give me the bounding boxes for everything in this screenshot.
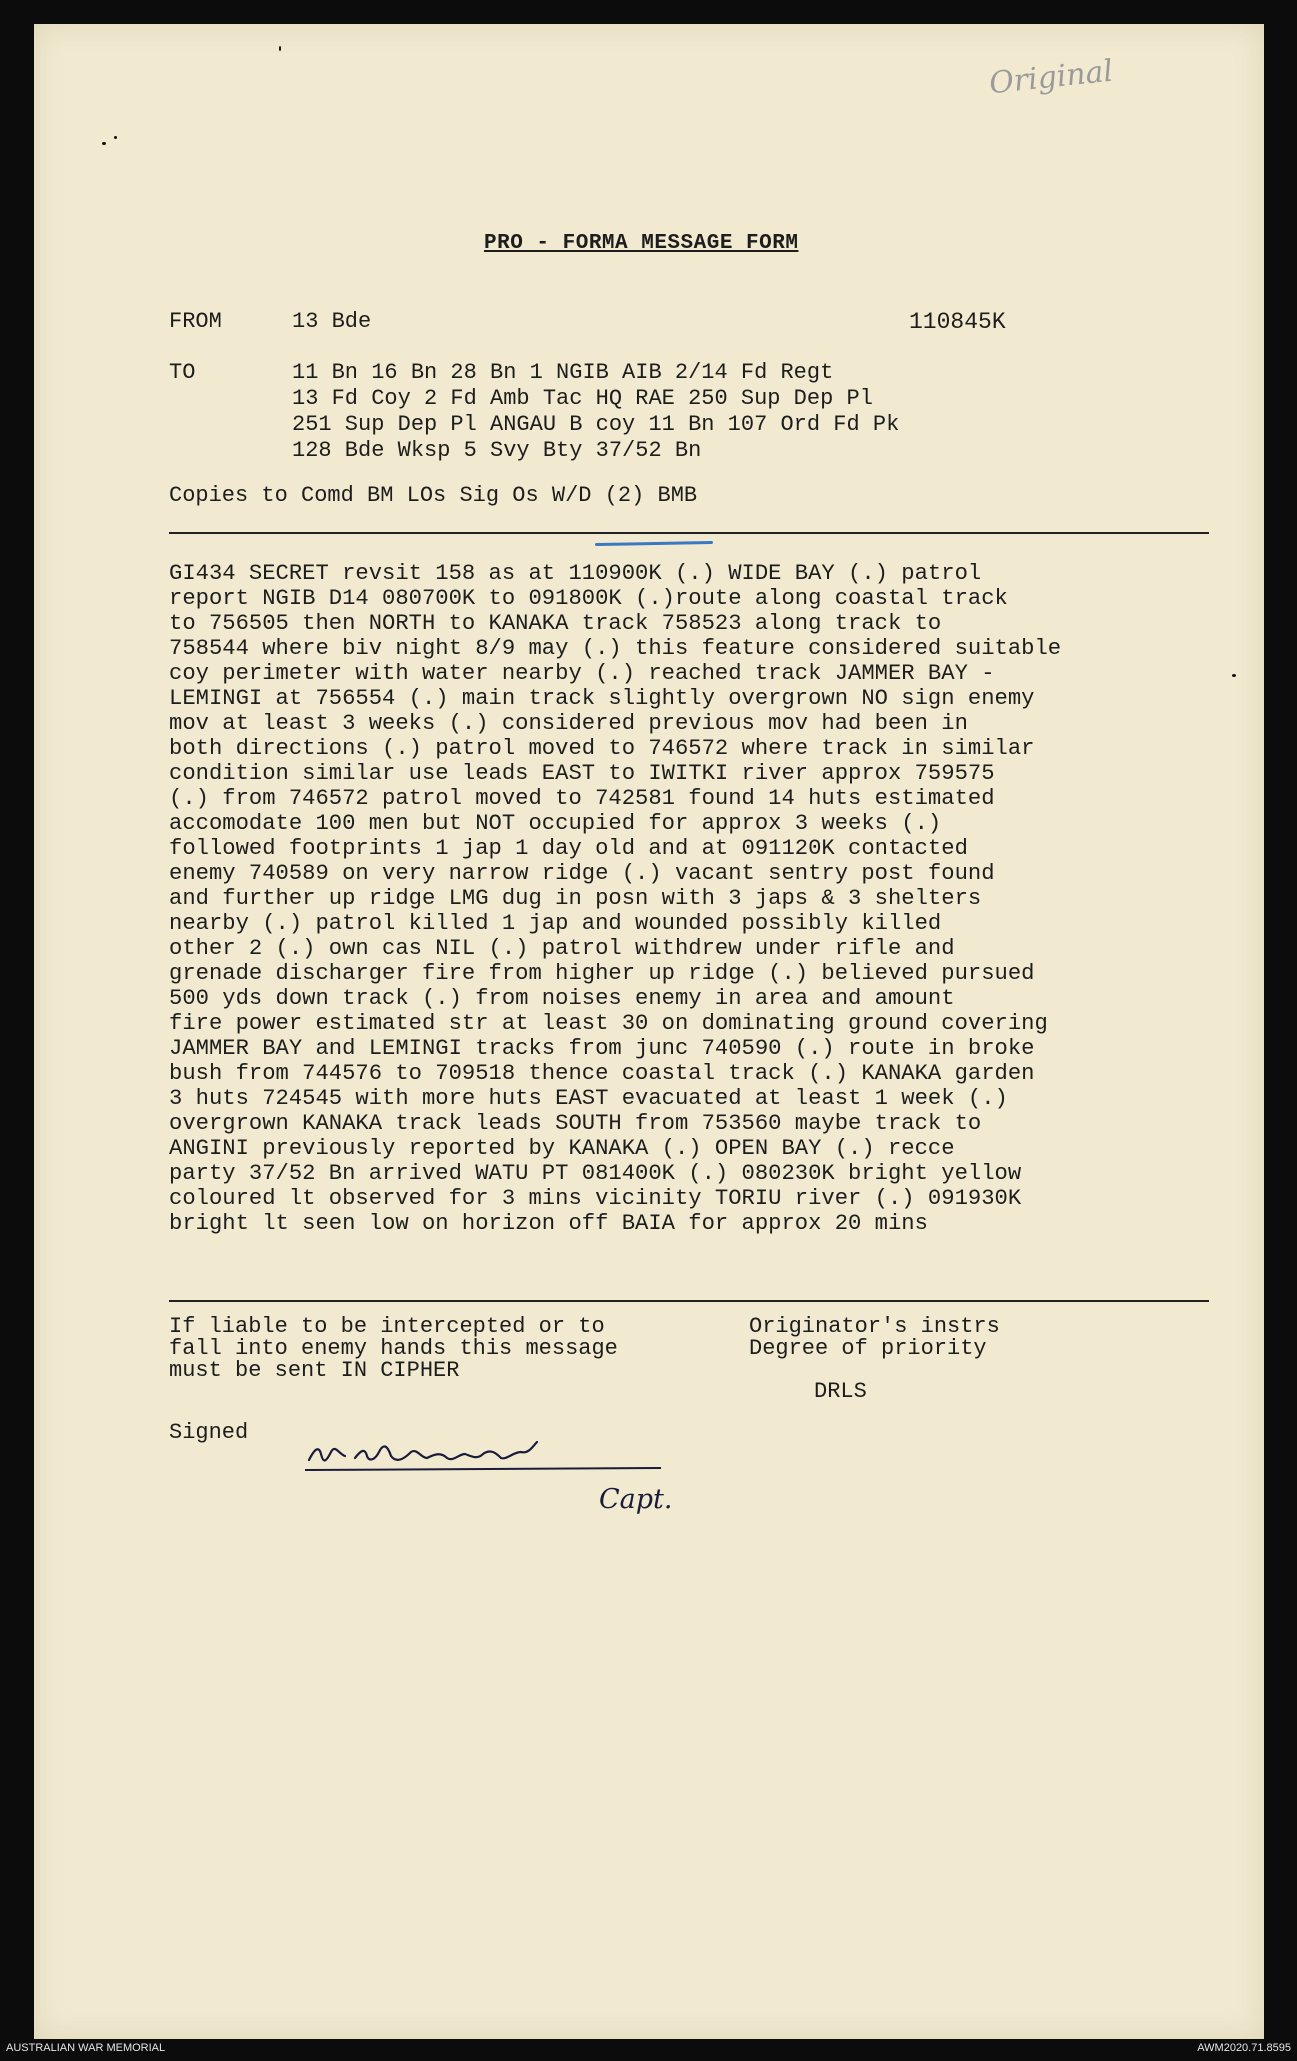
form-title: PRO - FORMA MESSAGE FORM <box>484 232 799 255</box>
message-line: condition similar use leads EAST to IWITKI river approx 759575 <box>169 761 995 786</box>
message-line: LEMINGI at 756554 (.) main track slightly overgrown NO sign enemy <box>169 686 1035 711</box>
message-line: GI434 SECRET revsit 158 as at 110900K (.) WIDE BAY (.) patrol <box>169 561 982 586</box>
handwritten-signature <box>301 1434 661 1474</box>
copies-suffix: BMB <box>657 483 698 508</box>
cipher-warning-line: If liable to be intercepted or to <box>169 1314 605 1339</box>
message-line: overgrown KANAKA track leads SOUTH from 753560 maybe track to <box>169 1111 982 1136</box>
priority-value: DRLS <box>814 1379 867 1404</box>
from-label: FROM <box>169 309 222 334</box>
message-line: 500 yds down track (.) from noises enemy in area and amount <box>169 986 955 1011</box>
message-line: coy perimeter with water nearby (.) reached track JAMMER BAY - <box>169 661 995 686</box>
message-form-page <box>34 24 1264 2039</box>
to-line: 11 Bn 16 Bn 28 Bn 1 NGIB AIB 2/14 Fd Regt <box>292 360 834 385</box>
cipher-warning-line: fall into enemy hands this message <box>169 1336 618 1361</box>
from-value: 13 Bde <box>292 309 372 334</box>
message-line: report NGIB D14 080700K to 091800K (.)route along coastal track <box>169 586 1008 611</box>
priority-label: Degree of priority <box>749 1336 987 1361</box>
ink-speck <box>1232 674 1236 677</box>
signed-label: Signed <box>169 1420 249 1445</box>
archive-footer-right: AWM2020.71.8595 <box>1197 2042 1291 2054</box>
message-line: party 37/52 Bn arrived WATU PT 081400K (.) 080230K bright yellow <box>169 1161 1022 1186</box>
ink-speck <box>279 46 281 51</box>
message-line: accomodate 100 men but NOT occupied for approx 3 weeks (.) <box>169 811 942 836</box>
message-line: bush from 744576 to 709518 thence coastal track (.) KANAKA garden <box>169 1061 1035 1086</box>
message-line: other 2 (.) own cas NIL (.) patrol withdrew under rifle and <box>169 936 955 961</box>
message-line: fire power estimated str at least 30 on dominating ground covering <box>169 1011 1048 1036</box>
copies-prefix: Copies to Comd BM LOs Sig Os <box>169 483 539 508</box>
to-line: 128 Bde Wksp 5 Svy Bty 37/52 Bn <box>292 438 702 463</box>
blue-pencil-underline <box>595 541 713 546</box>
date-time-group: 110845K <box>909 309 1006 335</box>
to-line: 251 Sup Dep Pl ANGAU B coy 11 Bn 107 Ord Fd Pk <box>292 412 900 437</box>
cipher-warning-line: must be sent IN CIPHER <box>169 1358 460 1383</box>
separator-rule <box>169 532 1209 534</box>
message-line: 758544 where biv night 8/9 may (.) this feature considered suitable <box>169 636 1062 661</box>
message-line: 3 huts 724545 with more huts EAST evacuated at least 1 week (.) <box>169 1086 1008 1111</box>
archive-footer-left: AUSTRALIAN WAR MEMORIAL <box>6 2042 166 2054</box>
message-line: enemy 740589 on very narrow ridge (.) vacant sentry post found <box>169 861 995 886</box>
message-line: both directions (.) patrol moved to 746572 where track in similar <box>169 736 1035 761</box>
ink-speck <box>102 142 106 145</box>
pencil-annotation: Original <box>987 53 1115 102</box>
to-label: TO <box>169 360 196 385</box>
copies-highlighted: W/D (2) <box>551 483 645 508</box>
originator-instrs: Originator's instrs <box>749 1314 1000 1339</box>
message-line: bright lt seen low on horizon off BAIA for approx 20 mins <box>169 1211 928 1236</box>
message-line: and further up ridge LMG dug in posn with 3 japs & 3 shelters <box>169 886 982 911</box>
message-line: grenade discharger fire from higher up ridge (.) believed pursued <box>169 961 1035 986</box>
message-line: (.) from 746572 patrol moved to 742581 found 14 huts estimated <box>169 786 995 811</box>
message-line: nearby (.) patrol killed 1 jap and wounded possibly killed <box>169 911 942 936</box>
message-line: to 756505 then NORTH to KANAKA track 758523 along track to <box>169 611 942 636</box>
separator-rule <box>169 1300 1209 1302</box>
ink-speck <box>114 136 117 139</box>
copies-line <box>169 483 697 509</box>
message-line: ANGINI previously reported by KANAKA (.) OPEN BAY (.) recce <box>169 1136 955 1161</box>
message-line: mov at least 3 weeks (.) considered previous mov had been in <box>169 711 968 736</box>
rank-handwritten: Capt. <box>599 1484 673 1515</box>
to-line: 13 Fd Coy 2 Fd Amb Tac HQ RAE 250 Sup Dep Pl <box>292 386 873 411</box>
message-line: coloured lt observed for 3 mins vicinity TORIU river (.) 091930K <box>169 1186 1022 1211</box>
message-line: JAMMER BAY and LEMINGI tracks from junc 740590 (.) route in broke <box>169 1036 1035 1061</box>
message-line: followed footprints 1 jap 1 day old and at 091120K contacted <box>169 836 968 861</box>
